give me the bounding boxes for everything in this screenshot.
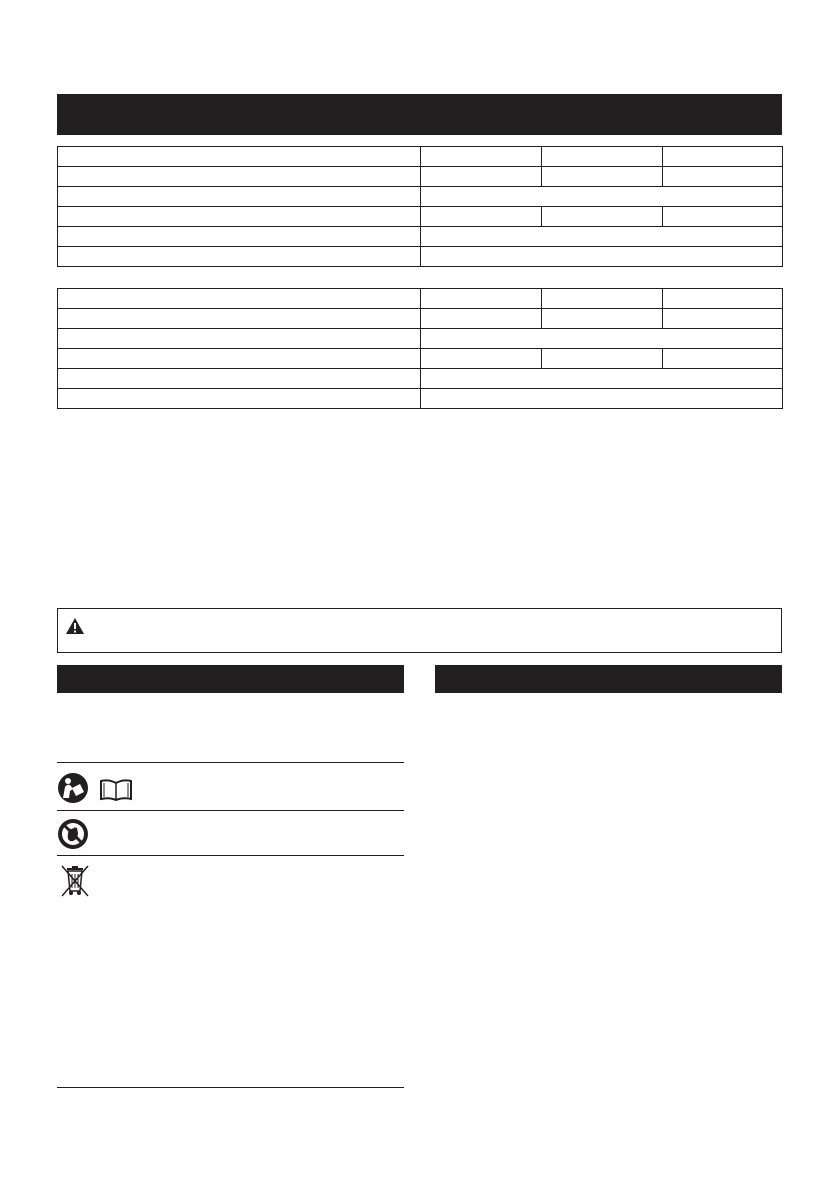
table-cell bbox=[58, 167, 421, 187]
table-cell bbox=[663, 289, 783, 309]
table-cell bbox=[542, 309, 663, 329]
table-cell bbox=[663, 349, 783, 369]
table-cell bbox=[421, 227, 783, 247]
table-row bbox=[58, 369, 783, 389]
spec-table-2 bbox=[57, 288, 783, 409]
table-row bbox=[58, 289, 783, 309]
table-row bbox=[58, 167, 783, 187]
read-manual-icon bbox=[57, 772, 135, 804]
table-cell bbox=[58, 227, 421, 247]
warning-box bbox=[57, 608, 782, 653]
table-cell bbox=[58, 389, 421, 409]
table-cell bbox=[421, 369, 783, 389]
table-cell bbox=[58, 247, 421, 267]
table-cell bbox=[663, 167, 783, 187]
table-cell bbox=[421, 247, 783, 267]
symbol-divider bbox=[57, 1087, 404, 1088]
table-cell bbox=[542, 289, 663, 309]
table-row bbox=[58, 247, 783, 267]
warning-triangle-icon bbox=[65, 617, 85, 635]
section-header-symbols bbox=[57, 665, 404, 693]
table-row bbox=[58, 349, 783, 369]
section-header-intended-use bbox=[435, 665, 782, 693]
table-row bbox=[58, 227, 783, 247]
table-cell bbox=[663, 207, 783, 227]
table-cell bbox=[542, 207, 663, 227]
table-cell bbox=[58, 349, 421, 369]
table-cell bbox=[58, 369, 421, 389]
table-cell bbox=[421, 309, 542, 329]
table-cell bbox=[58, 207, 421, 227]
table-cell bbox=[58, 329, 421, 349]
crossed-bin-icon bbox=[60, 864, 90, 898]
table-cell bbox=[421, 207, 542, 227]
table-cell bbox=[421, 289, 542, 309]
table-cell bbox=[58, 147, 421, 167]
symbol-divider bbox=[57, 855, 404, 856]
table-cell bbox=[542, 147, 663, 167]
table-cell bbox=[58, 187, 421, 207]
no-wet-hands-icon bbox=[57, 818, 89, 850]
table-cell bbox=[663, 309, 783, 329]
table-cell bbox=[421, 349, 542, 369]
table-row bbox=[58, 329, 783, 349]
table-cell bbox=[421, 329, 783, 349]
table-cell bbox=[421, 147, 542, 167]
table-cell bbox=[421, 389, 783, 409]
table-row bbox=[58, 187, 783, 207]
specifications-title-bar bbox=[57, 94, 782, 135]
symbol-divider bbox=[57, 810, 404, 811]
table-cell bbox=[663, 147, 783, 167]
table-row bbox=[58, 309, 783, 329]
table-row bbox=[58, 207, 783, 227]
table-cell bbox=[421, 187, 783, 207]
table-cell bbox=[542, 349, 663, 369]
table-row bbox=[58, 147, 783, 167]
table-cell bbox=[421, 167, 542, 187]
table-cell bbox=[542, 167, 663, 187]
table-cell bbox=[58, 309, 421, 329]
spec-table-1 bbox=[57, 146, 783, 267]
symbol-divider bbox=[57, 762, 404, 763]
table-row bbox=[58, 389, 783, 409]
table-cell bbox=[58, 289, 421, 309]
